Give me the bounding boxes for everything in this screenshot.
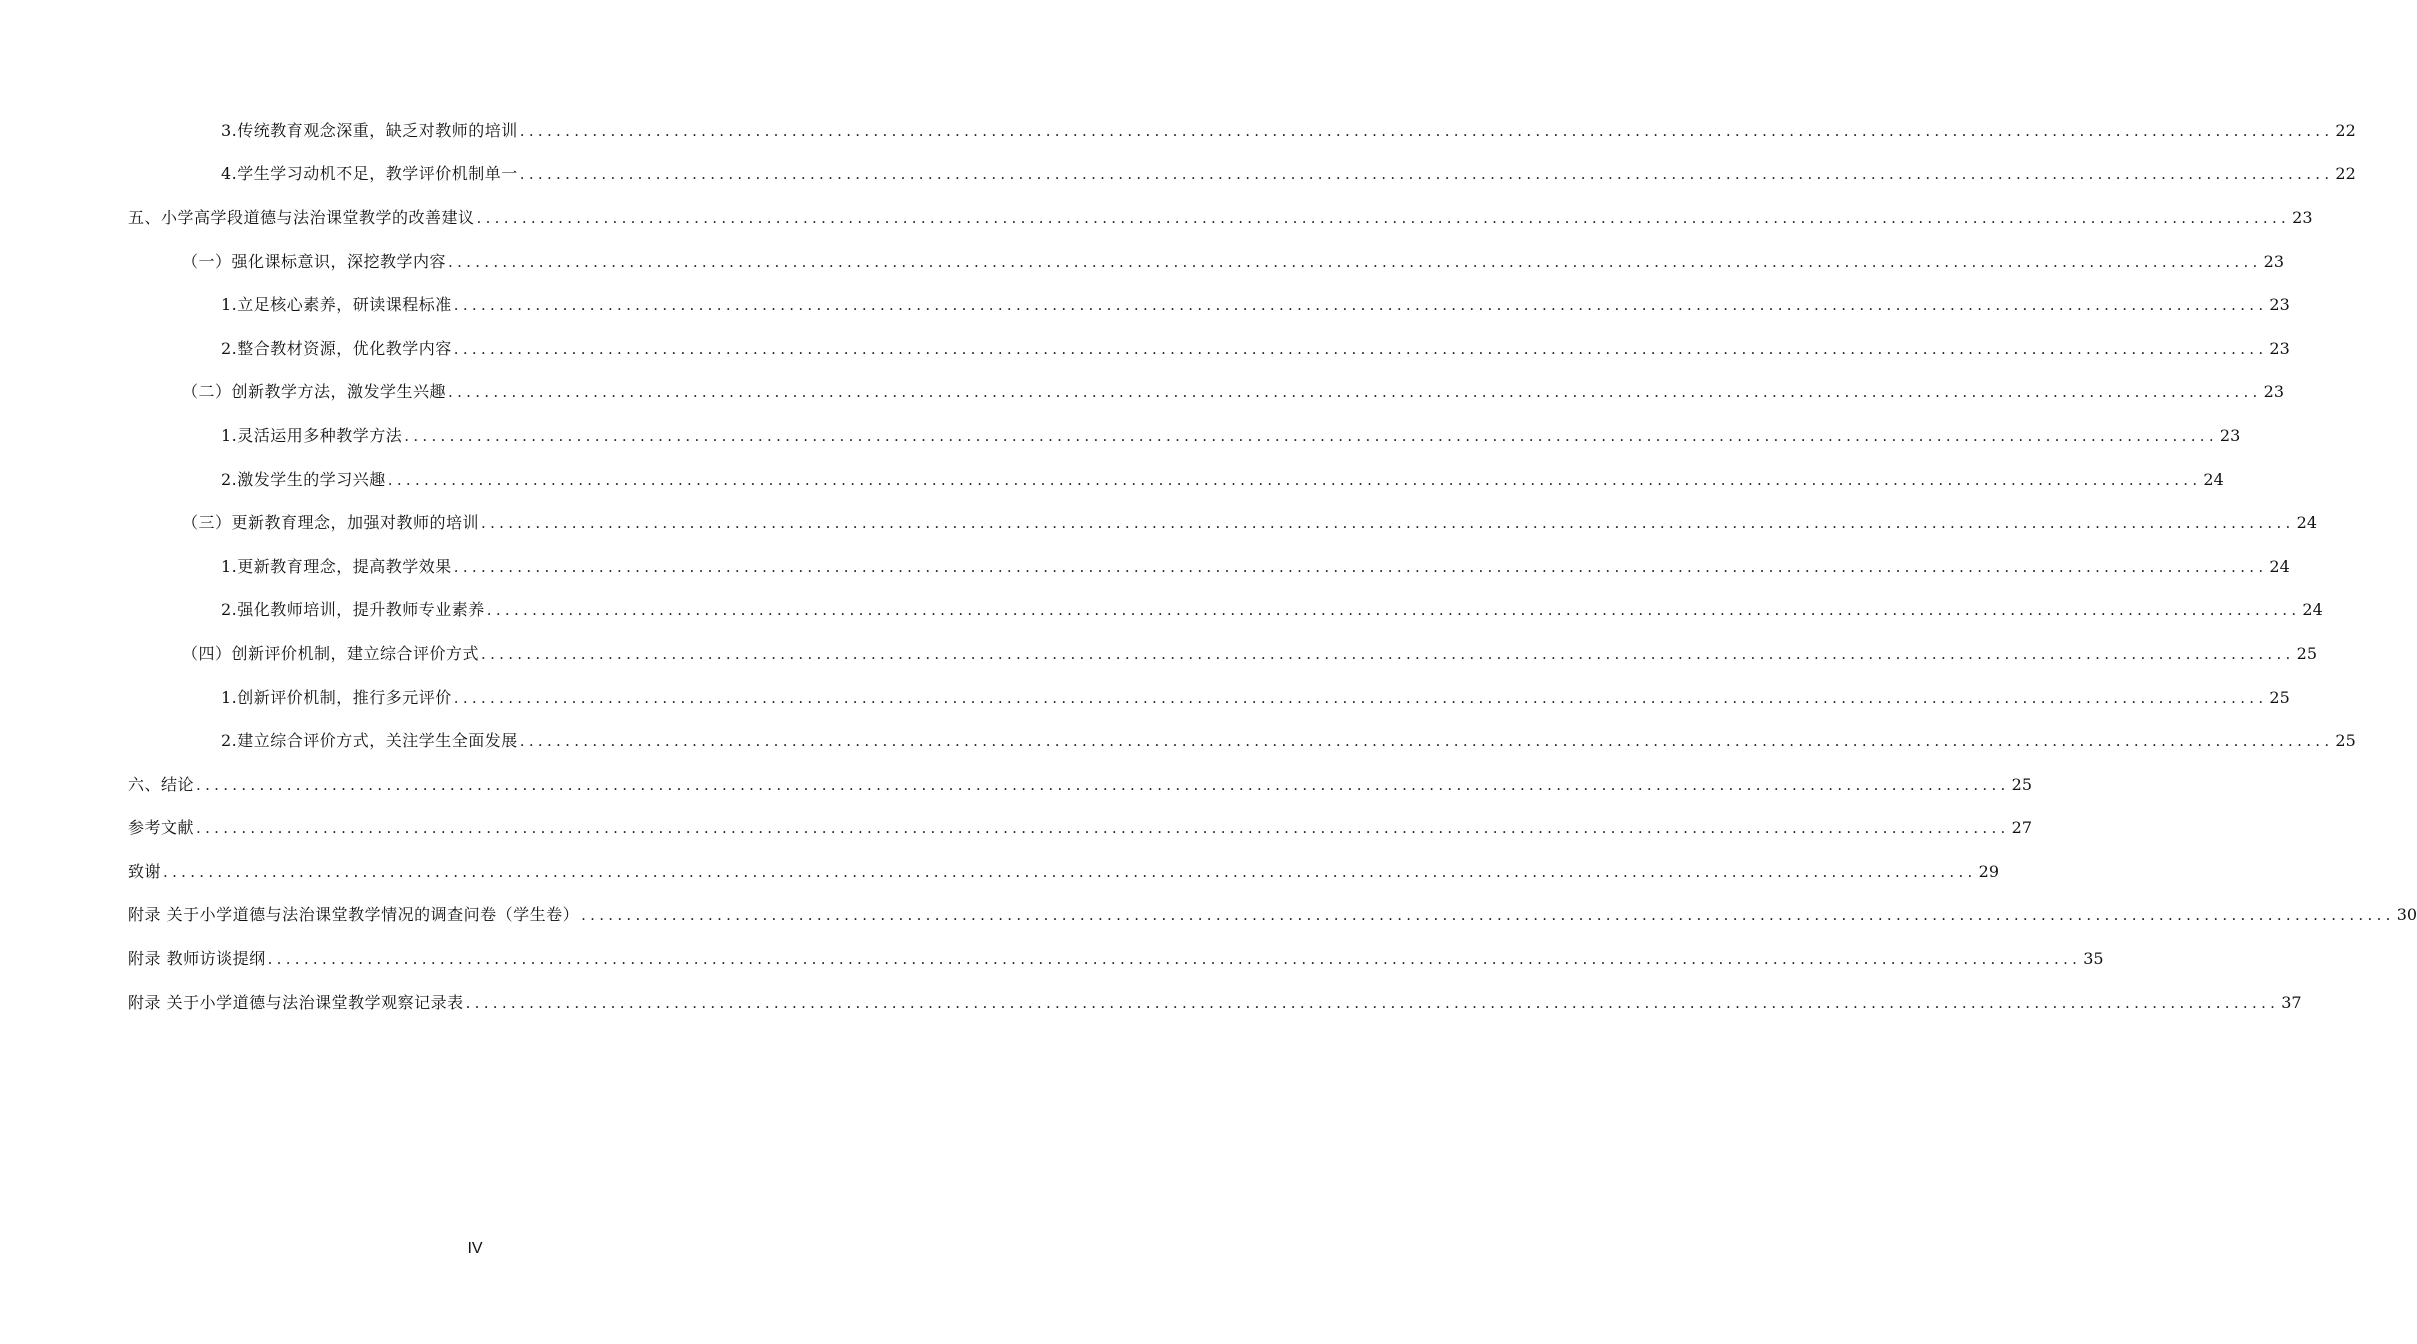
toc-entry-page: 24 <box>2203 469 2224 489</box>
toc-entry[interactable] <box>0 589 2323 633</box>
toc-entry[interactable] <box>0 632 2317 676</box>
toc-entry-page: 23 <box>2219 425 2241 445</box>
toc-dot-leader: ........................................................................................................................................................................................................ <box>519 121 2334 140</box>
toc-entry-title: 1.灵活运用多种教学方法 <box>221 425 403 445</box>
toc-entry-page: 22 <box>2335 120 2356 140</box>
toc-dot-leader: ........................................................................................................................................................................................................ <box>481 644 2295 663</box>
toc-entry[interactable] <box>0 414 2241 458</box>
toc-entry-page: 24 <box>2302 600 2323 620</box>
toc-entry-title: 2.激发学生的学习兴趣 <box>221 469 386 489</box>
toc-entry-title: 2.强化教师培训，提升教师专业素养 <box>221 600 485 620</box>
toc-entry-title: 参考文献 <box>128 818 195 838</box>
toc-entry[interactable] <box>0 894 2417 938</box>
toc-entry[interactable] <box>0 283 2290 327</box>
toc-entry-title: （二）创新教学方法，激发学生兴趣 <box>182 382 447 402</box>
toc-entry[interactable] <box>0 327 2290 371</box>
toc-dot-leader: ........................................................................................................................................................................................................ <box>486 601 2301 620</box>
toc-dot-leader: ........................................................................................................................................................................................................ <box>163 862 1977 881</box>
toc-entry-page: 25 <box>2269 687 2290 707</box>
toc-entry-page: 22 <box>2335 164 2356 184</box>
toc-entry[interactable] <box>0 109 2356 153</box>
toc-dot-leader: ........................................................................................................................................................................................................ <box>581 906 2395 925</box>
toc-entry[interactable] <box>0 196 2313 240</box>
toc-entry[interactable] <box>0 763 2032 807</box>
toc-entry-title: 附录 关于小学道德与法治课堂教学观察记录表 <box>128 992 464 1012</box>
toc-entry[interactable] <box>0 676 2290 720</box>
toc-dot-leader: ........................................................................................................................................................................................................ <box>481 514 2295 533</box>
toc-entry-page: 25 <box>2011 774 2032 794</box>
toc-entry[interactable] <box>0 545 2290 589</box>
toc-entry-page: 23 <box>2292 207 2313 227</box>
toc-entry-title: 1.立足核心素养，研读课程标准 <box>221 295 452 315</box>
toc-entry-title: 2.建立综合评价方式，关注学生全面发展 <box>221 731 518 751</box>
toc-entry-page: 23 <box>2269 338 2290 358</box>
toc-entry-page: 24 <box>2269 556 2290 576</box>
toc-entry-page: 25 <box>2335 731 2356 751</box>
toc-dot-leader: ........................................................................................................................................................................................................ <box>476 208 2291 227</box>
toc-entry-title: （三）更新教育理念，加强对教师的培训 <box>182 513 480 533</box>
toc-entry[interactable] <box>0 719 2356 763</box>
toc-entry-title: （四）创新评价机制，建立综合评价方式 <box>182 643 480 663</box>
toc-dot-leader: ........................................................................................................................................................................................................ <box>196 819 2010 838</box>
toc-entry-title: 2.整合教材资源，优化教学内容 <box>221 338 452 358</box>
toc-dot-leader: ........................................................................................................................................................................................................ <box>453 688 2268 707</box>
toc-entry-title: 致谢 <box>128 861 162 881</box>
toc-dot-leader: ........................................................................................................................................................................................................ <box>387 470 2202 489</box>
toc-entry[interactable] <box>0 153 2356 197</box>
toc-entry-title: 4.学生学习动机不足，教学评价机制单一 <box>221 164 518 184</box>
toc-entry-page: 37 <box>2281 992 2302 1012</box>
toc-entry-page: 35 <box>2083 949 2104 969</box>
toc-entry-page: 24 <box>2296 513 2317 533</box>
table-of-contents <box>0 109 2417 1024</box>
page-number: IV <box>467 1240 483 1257</box>
toc-entry[interactable] <box>0 458 2224 502</box>
toc-entry-page: 23 <box>2269 295 2290 315</box>
toc-entry-title: 附录 教师访谈提纲 <box>128 949 266 969</box>
toc-dot-leader: ........................................................................................................................................................................................................ <box>404 426 2218 445</box>
toc-entry-page: 27 <box>2011 818 2032 838</box>
toc-dot-leader: ........................................................................................................................................................................................................ <box>453 339 2268 358</box>
toc-entry[interactable] <box>0 240 2284 284</box>
toc-entry-title: 五、小学高学段道德与法治课堂教学的改善建议 <box>128 207 475 227</box>
toc-dot-leader: ........................................................................................................................................................................................................ <box>519 165 2334 184</box>
toc-entry[interactable] <box>0 937 2104 981</box>
toc-entry-title: 六、结论 <box>128 774 195 794</box>
toc-entry-page: 23 <box>2263 382 2284 402</box>
toc-dot-leader: ........................................................................................................................................................................................................ <box>519 732 2334 751</box>
toc-entry-title: 1.创新评价机制，推行多元评价 <box>221 687 452 707</box>
toc-entry-title: 1.更新教育理念，提高教学效果 <box>221 556 452 576</box>
toc-entry-page: 25 <box>2296 643 2317 663</box>
toc-entry-title: 附录 关于小学道德与法治课堂教学情况的调查问卷（学生卷） <box>128 905 580 925</box>
toc-dot-leader: ........................................................................................................................................................................................................ <box>465 993 2280 1012</box>
toc-entry[interactable] <box>0 371 2284 415</box>
toc-dot-leader: ........................................................................................................................................................................................................ <box>453 296 2268 315</box>
toc-dot-leader: ........................................................................................................................................................................................................ <box>448 252 2262 271</box>
toc-entry[interactable] <box>0 501 2317 545</box>
toc-dot-leader: ........................................................................................................................................................................................................ <box>448 383 2262 402</box>
toc-entry-title: （一）强化课标意识，深挖教学内容 <box>182 251 447 271</box>
toc-entry[interactable] <box>0 981 2302 1025</box>
toc-dot-leader: ........................................................................................................................................................................................................ <box>267 950 2082 969</box>
toc-entry-page: 29 <box>1978 861 1999 881</box>
toc-entry-page: 23 <box>2263 251 2284 271</box>
toc-entry[interactable] <box>0 850 1999 894</box>
toc-entry-page: 30 <box>2396 905 2417 925</box>
toc-dot-leader: ........................................................................................................................................................................................................ <box>453 557 2268 576</box>
toc-entry[interactable] <box>0 807 2032 851</box>
toc-dot-leader: ........................................................................................................................................................................................................ <box>196 775 2010 794</box>
toc-entry-title: 3.传统教育观念深重，缺乏对教师的培训 <box>221 120 518 140</box>
